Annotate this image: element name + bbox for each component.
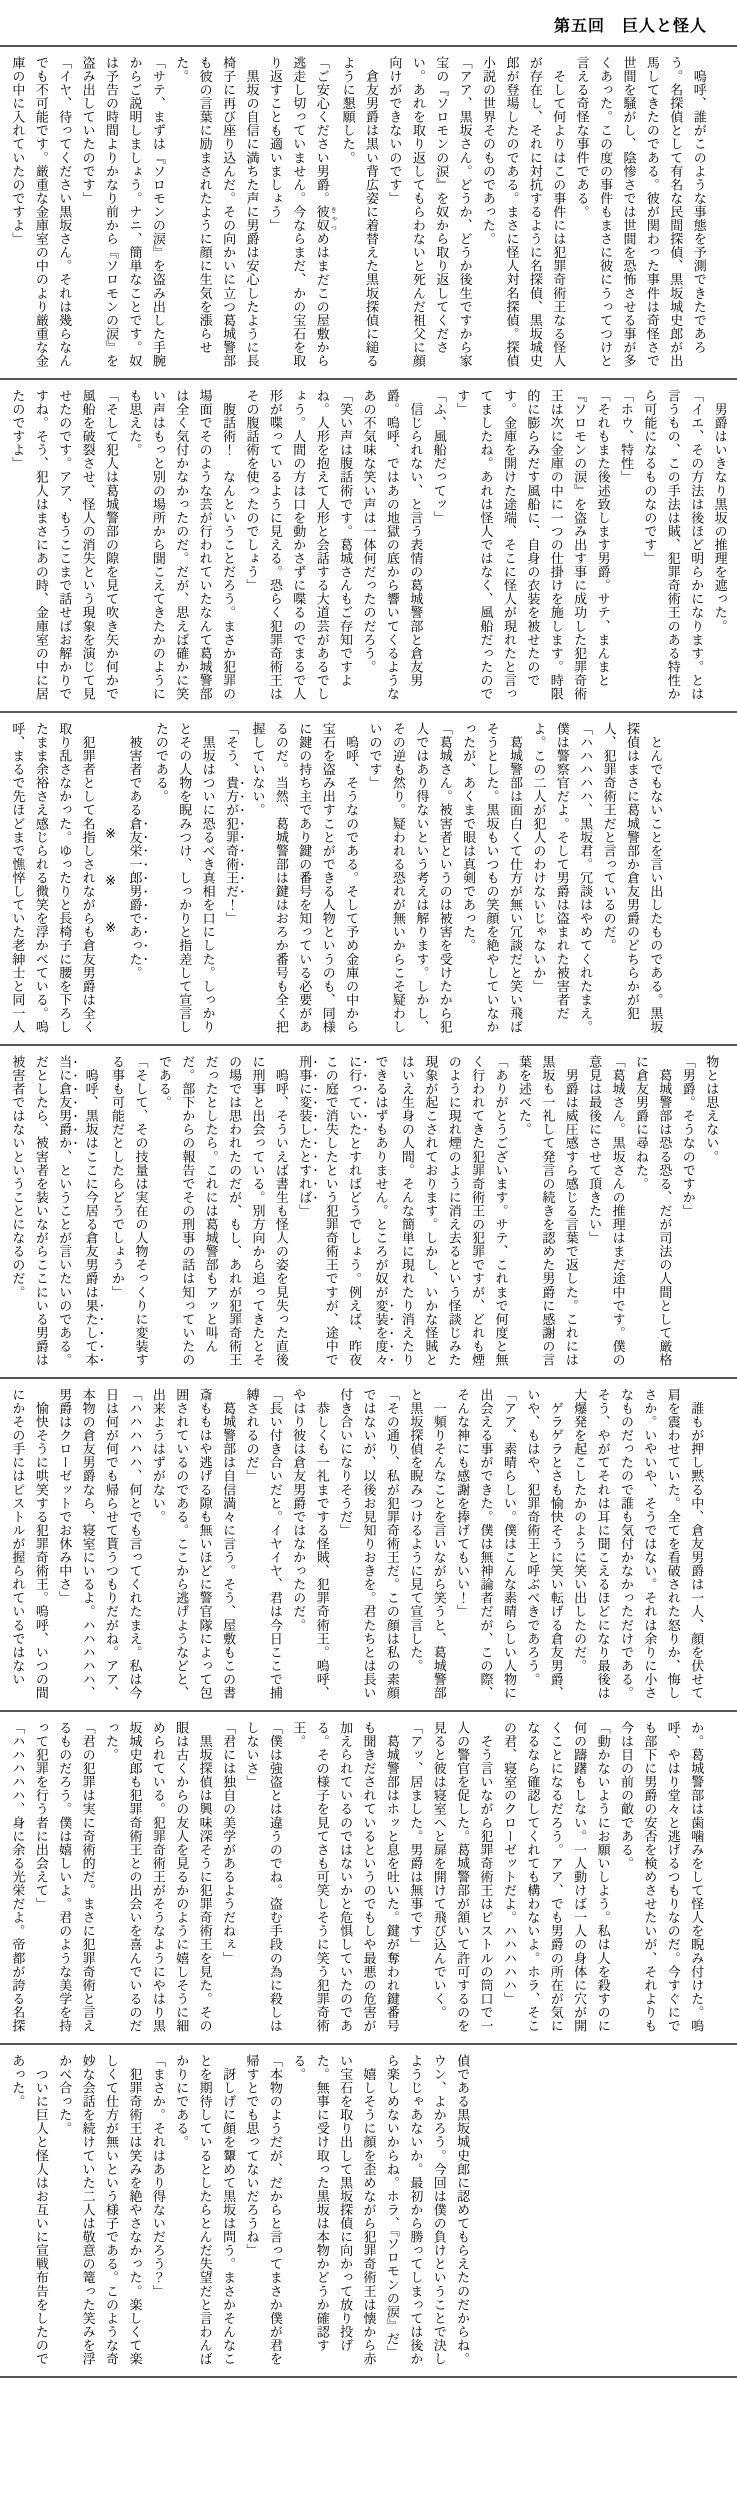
- paragraph: 犯罪者として名指しされながらも倉友男爵は全く取り乱さなかった。ゆったりと長椅子に腰を下ろしたまま余裕さえ感じられる微笑を浮かべている。嗚呼、まるで先ほどまで憔悴していた老紳士と同一人: [10, 722, 96, 1034]
- paragraph: 「ハハハハハ、何とでも言ってくれたまえ。私は今日は何が何でも帰らせて貰うつもりだがね。アア、本物の倉友男爵なら、寝室にいるよ。ハハハハハ、男爵はクローゼットでお休み中さ」: [57, 1388, 143, 1700]
- text-section-7: [0, 2045, 486, 2376]
- emphasized-text: 倉友栄一郎男爵であった: [127, 816, 143, 966]
- paragraph: 葛城警部は恐る恐る、だが司法の人間として厳格に倉友男爵に尋ねた。: [633, 1055, 673, 1367]
- paragraph: 愉快そうに哄笑する犯罪奇術王。嗚呼、いつの間にかその手にはピストルが握られているではない: [10, 1388, 49, 1700]
- paragraph: 「ホウ、特性」: [618, 389, 634, 484]
- paragraph: 「アッ、居ました。男爵は無事です」: [408, 1721, 424, 1952]
- paragraph: 「葛城さん。黒坂さんの推理はまだ途中です。僕の意見は最後にさせて頂きたい」: [587, 1055, 626, 1367]
- paragraph: 黒坂探偵は興味深そうに犯罪奇術王を見た。その眼は古くからの友人を見るかのように嬉しそうに細められている。犯罪奇術王がそうなようにやはり黒坂城史郎も犯罪奇術王との出会いを喜んでいるのだった。: [104, 1721, 213, 2033]
- paragraph: 「男爵。そうなのですか」: [680, 1055, 696, 1218]
- paragraph: 訝しげに顔を顰めて黒坂は問う。まさかそんなことを期待しているとしたらとんだ失望だと言わんばかりにである。: [174, 2054, 237, 2366]
- paragraph: 被害者である倉友栄一郎男爵であった。: [127, 722, 143, 980]
- paragraph: 嬉しそうに顔を歪めながら犯罪奇術王は懐から赤い宝石を取り出して黒坂探偵に向かって放り投げた。無事に受け取った黒坂は本物かどうか確認する。: [291, 2054, 377, 2366]
- paragraph: 黒坂の自信に満ちた声に男爵は安心したように長椅子に再び座り込んだ。その向かいに立つ葛城警部も彼の言葉に励まされたように顔に生気を漲らせた。: [174, 56, 260, 368]
- paragraph: 誰もが押し黙る中、倉友男爵は一人、顔を伏せて肩を震わせていた。全てを看破された怒りか、悔しさか。いやいや、そうではない。それは余りに小さなものだったので誰も気付かなかっただけである。そう、やがてそれは耳に聞こえるほどになり最後は大爆発を起こしたかのように笑い出したのだ。: [572, 1388, 705, 1700]
- paragraph: 「僕は強盗とは違うのでね。盗む手段の為に殺しはしないさ」: [244, 1721, 283, 2033]
- paragraph: 「笑い声は腹話術です。葛城さんもご存知ですよね。人形を抱えて人形と会話する大道芸があるでしょう。人間の方は口を動かさずに喋るのでまるで人形が喋っているように見える。恐らく犯罪奇術王はその腹話術を使ったのでしょう」: [244, 389, 354, 701]
- text-section-4: [0, 1046, 735, 1377]
- paragraph: 嗚呼、そうなのである。そして予め金庫の中から宝石を盗み出すことができる人物というのも、同様に鍵の持ち主であり鍵の番号を知っている必要があるのだ。当然、葛城警部は鍵はおろか番号も全く把握していない。: [250, 722, 360, 1034]
- paragraph: 物とは思えない。: [704, 1055, 720, 1164]
- paragraph: 「ご安心ください男爵。彼奴 きゃつめはまだこの屋敷から逃走し切っていません。今ならまだ、かの宝石を取り返すことも適いましょう」: [267, 56, 337, 368]
- paragraph: そう言いながら犯罪奇術王はピストルの筒口で一人の警官を促した。葛城警部が頷いて許可するのを見ると彼は寝室へと扉を開けて飛び込んでいく。: [431, 1721, 494, 2033]
- paragraph: 偵である黒坂城史郎に認めてもらえたのだからね。ウン、よかろう。今回は僕の負けということで決しようじゃあないか。最初から勝ってしまっては後から楽しめないからね。ホラ、『ソロモンの涙』だ」: [384, 2054, 471, 2366]
- paragraph: 「イヤ、待ってください黒坂さん。それは幾らなんでも不可能です。厳重な金庫室の中のより厳重な金庫の中に入れていたのですよ」: [10, 56, 73, 368]
- paragraph: 「アア、素晴らしい。僕はこんな素晴らしい人物に出会える事ができた。僕は無神論者だが、この際、そんな神にも感謝を捧げてもいい！」: [455, 1388, 517, 1700]
- paragraph: 恭しくも一礼までする怪賊、犯罪奇術王。嗚呼、やはり彼は倉友男爵ではなかったのだ。: [291, 1388, 330, 1700]
- text-section-6: [0, 1712, 720, 2043]
- paragraph: 男爵はいきなり黒坂の推理を遮った。: [712, 389, 728, 633]
- paragraph: 男爵は威圧感すら感じる言葉で返した。これには黒坂も一礼して発言の続きを認めた男爵に感謝の言葉を述べた。: [516, 1055, 579, 1367]
- paragraph: 「ふ、風船だってッ」: [431, 389, 447, 525]
- paragraph: 「その通り、私が犯罪奇術王だ。この顔は私の素顔ではないが、以後お見知りおきを。君たちとは長い付き合いになりそうだ」: [338, 1388, 400, 1700]
- paragraph: 「君には独自の美学があるようだねぇ」: [221, 1721, 237, 1965]
- paragraph: 「サテ、まずは『ソロモンの涙』を盗み出した手腕からご説明しましょう。ナニ、簡単なことです。奴は予告の時間よりかなり前から『ソロモンの涙』を盗み出していたのです」: [80, 56, 166, 368]
- emphasized-text: 刑事に変装したとすれば: [297, 1055, 313, 1205]
- paragraph: 「それもまた後述致します男爵。サテ、まんまと『ソロモンの涙』を盗み出す事に成功した犯罪奇術王は次に金庫の中に一つの仕掛けを施します。時限的に膨らみだす風船に、自身の衣装を被せたのです。金庫を開けた途端、そこに怪人が現れたと言ってましたね。あれは怪人ではなく、風船だったのです」: [455, 389, 611, 701]
- paragraph: 「ハハハハハ、黒坂君。冗談はやめてくれたまえ。僕は警察官だよ。そして男爵は盗まれた被害者だよ。この二人が犯人のわけないじゃないか」: [531, 722, 594, 1034]
- paragraph: 信じられない、と言う表情の葛城警部と倉友男爵。嗚呼、ではあの地獄の底から響いてくるようなあの不気味な笑い声は一体何だったのだろう。: [361, 389, 424, 701]
- paragraph: 「そして、その技量は実在の人物そっくりに変装する事も可能だとしたらどうでしょうか」: [110, 1055, 149, 1367]
- emphasized-text: 変装を度々に行っていた: [347, 1055, 389, 1367]
- paragraph: 葛城警部は面白くて仕方が無い冗談だと笑い飛ばそうとした。黒坂もいつもの笑顔を絶やしていなかったが、あくまで眼は真剣であった。: [461, 722, 523, 1034]
- paragraph: 「動かないようにお願いしよう。私は人を殺すのに何の躊躇もしない。一人動けば一人の身体に穴が開くことになるだろう。アア、でも男爵の所在が気になるなら確認してくれても構わないよ。ホラ、そこの君、寝室のクローゼットだよ。ハハハハハ」: [501, 1721, 611, 2033]
- paragraph: ついに巨人と怪人はお互いに宣戦布告をしたのであった。: [10, 2054, 49, 2366]
- paragraph: とんでもないことを言い出したものである。黒坂探偵はまさに葛城警部か倉友男爵のどちらかが犯人、犯罪奇術王だと言っているのだ。: [601, 722, 664, 1034]
- paragraph: 嗚呼、黒坂はここに今居る倉友男爵は果たして本当に倉友男爵か、ということが言いたいのである。だとしたら、被害者を装いながらここにいる男爵は被害者ではないということになるのだ。: [10, 1055, 99, 1367]
- paragraph: か。葛城警部は歯噛みをして怪人を睨み付けた。嗚呼、やはり堂々と逃げるつもりなのだ。今すぐにでも部下に男爵の安否を検めさせたいが、それよりも今は目の前の敵である。: [618, 1721, 705, 2033]
- paragraph: 一頻りそんなことを言いながら笑うと、葛城警部と黒坂探偵を睨みつけるように見て宣言した。: [408, 1388, 447, 1700]
- text-section-3: [0, 713, 679, 1044]
- paragraph: 「まさか。それはあり得ないだろう？」: [150, 2054, 166, 2298]
- emphasized-text: 貴方が犯罪奇術王だ: [224, 776, 240, 899]
- paragraph: 「本物のようだが、だからと言ってまさか僕が君を帰すとでも思ってないだろうね」: [244, 2054, 283, 2366]
- paragraph: 犯罪奇術王は笑みを絶やさなかった。楽しくて楽しくて仕方が無いという様子である。このような奇妙な会話を続けていた二人は敬意の篭った笑みを浮かべ合った。: [57, 2054, 143, 2366]
- paragraph: 嗚呼、そういえば書生も怪人の姿を見失った直後に刑事と出会っている。別方向から追ってきたとその場では思われたのだが、もし、あれが犯罪奇術王だったとしたら。これには葛城警部もアッと叫んだ。部下からの報告でその刑事の話は知っていたのである。: [156, 1055, 289, 1367]
- paragraph: 葛城警部はホッと息を吐いた。鍵が奪われ鍵番号も聞きだされているというのでもしや最悪の危害が加えられているのではないかと危惧していたのである。その様子を見てさも可笑しそうに笑う犯罪奇術王。: [291, 1721, 400, 2033]
- emphasized-text: 果たして本当に倉友男爵か: [57, 1055, 99, 1367]
- paragraph: 「アア、黒坂さん。どうか、どうか後生ですから家宝の『ソロモンの涙』を奴から取り返してください。あれを取り返してもらわないと死んだ祖父に顔向けができないのです」: [387, 56, 473, 368]
- paragraph: 腹話術！ なんということだろう。まさか犯罪の場面でそのような芸が行われていたなんて葛城警部は全く気付かなかったのだ。だが、思えば確かに笑い声はもっと別の場所から聞こえてきたかのようにも思えた。: [127, 389, 237, 701]
- section-separator: ※ ※ ※: [104, 722, 120, 938]
- sections: [0, 47, 737, 2378]
- paragraph: 黒坂はついに恐るべき真相を口にした。しっかりとその人物を睨みつけ、しっかりと指差して宣言したのである。: [153, 722, 216, 1034]
- paragraph: 「そして犯人は葛城警部の隙を見て吹き矢か何かで風船を破裂させ、怪人の消失という現象を演じて見せたのです。アア、もうここまで話せばお解かりですね。そう、犯人はまさにあの時、金庫室の中に居たのですよ」: [10, 389, 120, 701]
- ruby-annotated: 彼奴 きゃつ: [314, 205, 337, 233]
- paragraph: 「ハハハハハ、身に余る光栄だよ。帝都が誇る名探: [10, 1721, 26, 2033]
- paragraph: 倉友男爵は黒い背広姿に着替えた黒坂探偵に縋るように懇願した。: [340, 56, 379, 368]
- paragraph: 嗚呼、誰がこのような事態を予測できたであろう。名探偵として有名な民間探偵、黒坂城史郎が出馬してきたのである。彼が関わった事件は奇怪さで世間を騒がし、陰惨さでは世間を恐怖させる事が多くあった。この度の事件もまさに彼にうってつけと言える奇怪な事件である。: [574, 56, 707, 368]
- paragraph: そして何よりはこの事件には犯罪奇術王なる怪人が存在し、それに対抗するように名探偵、黒坂城史郎が登場したのである。まさに怪人対名探偵。探偵小説の世界そのものであった。: [481, 56, 567, 368]
- text-section-5: [0, 1379, 720, 1710]
- text-section-1: [0, 47, 723, 378]
- paragraph: 「ありがとうございます。サテ、これまで何度と無く行われてきた犯罪奇術王の犯罪ですが、どれも煙のように現れ煙のように消え去るという怪談じみた現象が起こされております。しかし、いかな怪賊とはいえ生身の人間。そんな簡単に現れたり消えたりできるはずもありません。ところが奴が変装を度々に行っていたとすればどうでしょう。例えば、昨夜この庭で消失したという犯罪奇術王ですが、途中で刑事に変装したとすれば」: [297, 1055, 509, 1367]
- paragraph: 「君の犯罪は実に奇術的だ。まさに犯罪奇術と言えるものだろう。僕は嬉しいよ。君のような美学を持って犯罪を行う者に出会えて」: [33, 1721, 96, 2033]
- section-divider: [0, 2376, 737, 2378]
- paragraph: 「そう、貴方が犯罪奇術王だ！」: [224, 722, 240, 926]
- chapter-title: 第五回 巨人と怪人: [553, 18, 707, 35]
- paragraph: 「長い付き合いだと。イヤイヤ、君は今日ここで捕縛されるのだ」: [244, 1388, 283, 1700]
- paragraph: 「イエ、その方法は後ほど明らかになります。とは言うもの、この手法は賊、犯罪奇術王のある特性から可能になるものなのです」: [642, 389, 705, 701]
- paragraph: ゲラゲラとさも愉快そうに笑い転げる倉友男爵、いや、もはや、犯罪奇術王と呼ぶべきであろう。: [525, 1388, 564, 1700]
- paragraph: 「葛城さん。被害者というのは被害を受けたから犯人ではあり得ないという考えは解ります。しかし、その逆も然り。疑われる恐れが無いからこそ疑わしいのです」: [367, 722, 453, 1034]
- text-section-2: [0, 380, 737, 711]
- paragraph: 葛城警部は自信満々に言う。そう、屋敷もこの書斎ももはや逃げる隙も無いほどに警官隊によって包囲されているのである。ここから逃げようなどと、出来ようはずがない。: [150, 1388, 237, 1700]
